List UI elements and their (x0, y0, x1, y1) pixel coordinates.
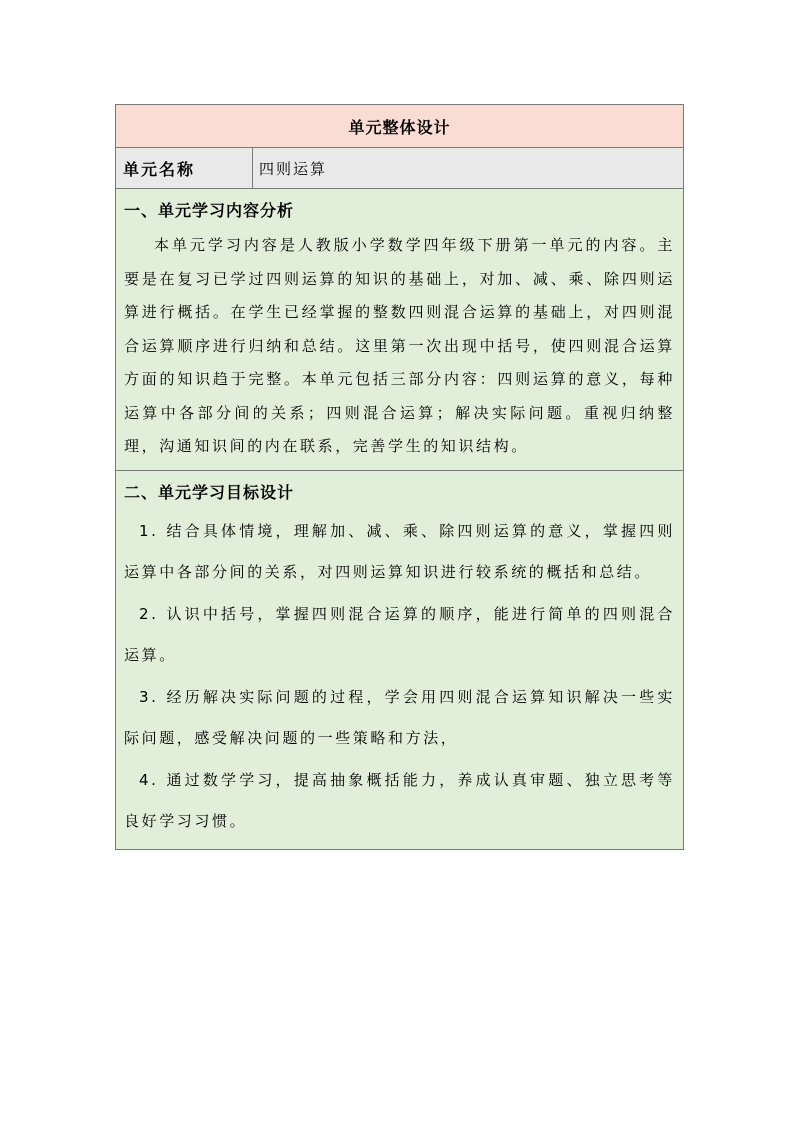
content-analysis-paragraph: 本单元学习内容是人教版小学数学四年级下册第一单元的内容。主要是在复习已学过四则运算的知识的基础上，对加、减、乘、除四则运算进行概括。在学生已经掌握的整数四则混合运算的基础上，对四则混合运算顺序进行归纳和总结。这里第一次出现中括号，使四则混合运算方面的知识趋于完整。本单元包括三部分内容：四则运算的意义，每种运算中各部分间的关系；四则混合运算；解决实际问题。重视归纳整理，沟通知识间的内在联系，完善学生的知识结构。 (124, 236, 675, 455)
unit-name-value: 四则运算 (259, 159, 328, 178)
learning-goal-item: 1. 结合具体情境，理解加、减、乘、除四则运算的意义，掌握四则运算中各部分间的关系，对四则运算知识进行较系统的概括和总结。 (124, 521, 675, 581)
learning-goal-item: 4. 通过数学学习，提高抽象概括能力，养成认真审题、独立思考等良好学习习惯。 (124, 770, 675, 830)
table-title: 单元整体设计 (116, 105, 683, 148)
learning-goals-heading: 二、单元学习目标设计 (124, 482, 295, 502)
unit-name-row (116, 148, 683, 189)
content-analysis-heading: 一、单元学习内容分析 (124, 201, 295, 220)
content-analysis-section (116, 189, 683, 471)
learning-goals-section (116, 471, 683, 849)
unit-design-table (115, 104, 684, 850)
unit-name-label: 单元名称 (116, 148, 253, 188)
learning-goal-item: 3. 经历解决实际问题的过程，学会用四则混合运算知识解决一些实际问题，感受解决问题的一些策略和方法， (124, 687, 675, 747)
learning-goal-item: 2. 认识中括号，掌握四则混合运算的顺序，能进行简单的四则混合运算。 (124, 604, 675, 664)
